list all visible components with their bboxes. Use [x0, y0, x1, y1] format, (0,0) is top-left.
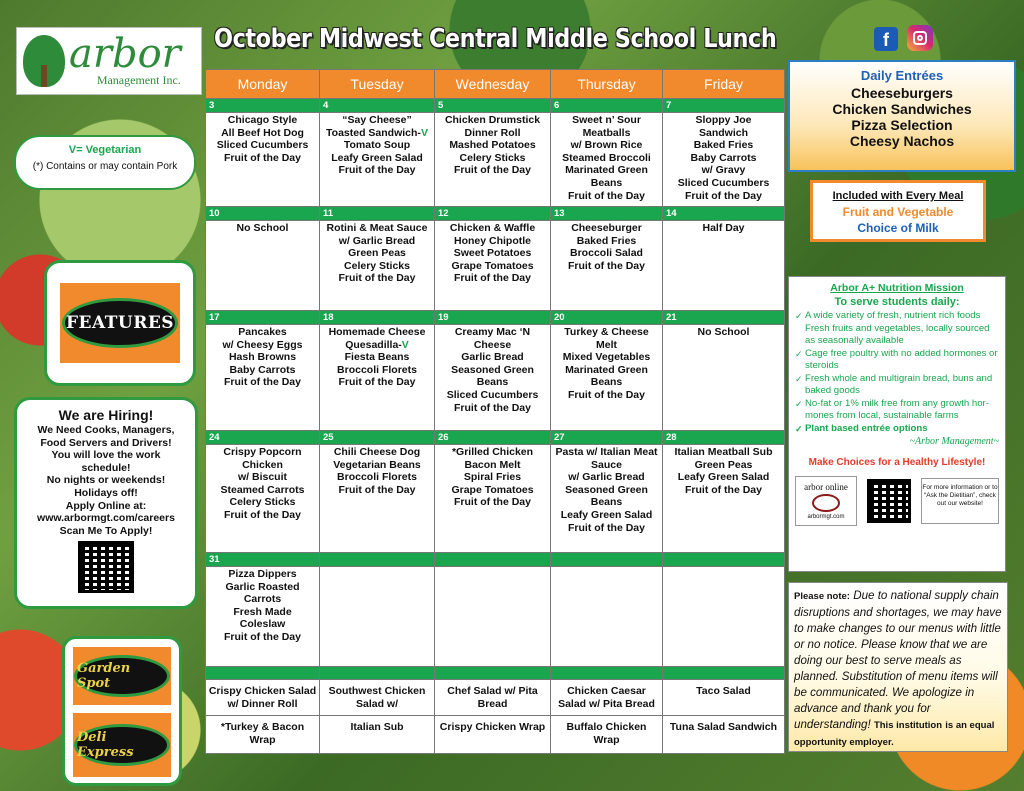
date-number: 21	[663, 311, 785, 325]
menu-item: Fruit of the Day	[223, 630, 301, 643]
menu-item: Fresh Made	[233, 605, 292, 618]
mission-item: ✓ Fresh whole and multigrain bread, buns and baked goods	[795, 373, 999, 398]
date-number: 5	[435, 99, 551, 113]
hiring-line: Holidays off!	[74, 486, 138, 499]
ask-dietitian-box: For more information or to “Ask the Dietitian”, check out our website!	[921, 478, 999, 524]
menu-cell	[551, 113, 663, 207]
menu-item: Sloppy Joe	[695, 114, 752, 126]
menu-item: Fruit of the Day	[684, 483, 762, 496]
pork-legend: (*) Contains or may contain Pork	[32, 161, 178, 172]
menu-item: Chicken & Waffle	[449, 222, 536, 234]
hiring-line: Food Servers and Drivers!	[40, 436, 172, 449]
menu-item: Sliced Cucumbers	[446, 388, 539, 401]
date-number: 20	[551, 311, 663, 325]
menu-item: Fruit of the Day	[684, 189, 762, 202]
menu-item: Chicken	[242, 458, 283, 471]
menu-cell	[551, 445, 663, 553]
menu-item: Beans	[476, 376, 509, 389]
menu-item: Sweet n’ Sour	[572, 114, 641, 126]
menu-row	[206, 445, 785, 553]
menu-item: Leafy Green Salad	[560, 508, 653, 521]
menu-item: Broccoli Florets	[337, 471, 417, 484]
date-number: 28	[663, 431, 785, 445]
date-number	[663, 553, 785, 567]
menu-item: Baked Fries	[576, 234, 637, 247]
menu-item: Mashed Potatoes	[449, 139, 536, 152]
menu-item: Coleslaw	[239, 618, 286, 631]
menu-item: Baked Fries	[693, 139, 754, 152]
menu-item: Homemade Cheese	[328, 326, 426, 338]
vegetarian-legend: V= Vegetarian	[68, 144, 142, 156]
menu-item: Hash Browns	[228, 351, 297, 364]
features-panel	[44, 260, 196, 386]
mission-list	[795, 310, 999, 435]
alternate-option: Chef Salad w/ Pita Bread	[435, 680, 551, 716]
menu-item: Chili Cheese Dog	[333, 446, 421, 458]
menu-item: Fruit of the Day	[567, 521, 645, 534]
date-row	[206, 99, 785, 113]
menu-item: Quesadilla-V	[345, 338, 409, 351]
legend-bubble	[14, 135, 196, 190]
hiring-line: Apply Online at:	[65, 499, 147, 512]
menu-item: Vegetarian Beans	[333, 458, 421, 471]
hiring-panel	[14, 397, 198, 609]
vegetarian-marker: V	[420, 126, 428, 139]
date-row	[206, 311, 785, 325]
menu-item: Broccoli Salad	[570, 247, 643, 260]
menu-cell	[663, 445, 785, 553]
menu-item: Chicago Style	[227, 114, 298, 126]
menu-item: Fiesta Beans	[344, 351, 410, 364]
menu-item: Baby Carrots	[690, 151, 757, 164]
garden-spot-badge: Garden Spot	[74, 655, 170, 697]
menu-cell	[551, 567, 663, 667]
note-body: Due to national supply chain disruptions and shortages, we may have to make changes to our menus with little or no notice. Please know that we are doing our best to serve meals as planned. Substitution of menu items will be communicated. We apologize in advance and thank you for understanding!	[794, 589, 1002, 731]
date-number	[435, 553, 551, 567]
menu-item: Grape Tomatoes	[451, 483, 534, 496]
note-label: Please note:	[794, 591, 850, 602]
menu-item: Pancakes	[238, 326, 287, 338]
nutrition-mission-box	[788, 276, 1006, 572]
menu-item: Fruit of the Day	[567, 388, 645, 401]
menu-item: Tomato Soup	[343, 139, 411, 152]
menu-cell	[320, 221, 435, 311]
menu-item: Fruit of the Day	[453, 401, 531, 414]
alternate-option: Taco Salad	[663, 680, 785, 716]
menu-item: *Grilled Chicken	[451, 446, 534, 458]
menu-item: Fruit of the Day	[338, 272, 416, 285]
menu-cell	[320, 567, 435, 667]
alternate-option: Italian Sub	[320, 716, 435, 754]
mission-item: ✓ Cage free poultry with no added hormones or steroids	[795, 348, 999, 373]
menu-cell	[663, 567, 785, 667]
menu-cell	[206, 567, 320, 667]
hiring-line: No nights or weekends!	[46, 474, 166, 487]
date-number: 11	[320, 207, 435, 221]
logo-word: arbor	[69, 30, 181, 77]
facebook-icon[interactable]: f	[874, 27, 898, 51]
supply-chain-note	[788, 582, 1008, 752]
date-number: 12	[435, 207, 551, 221]
logo-subtitle: Management Inc.	[96, 72, 181, 87]
page-title: October Midwest Central Middle School Lunch	[214, 24, 777, 54]
menu-item: Bacon Melt	[464, 458, 521, 471]
menu-item: “Say Cheese”	[342, 114, 412, 126]
entree-item: Cheesy Nachos	[849, 133, 955, 149]
mission-item: ✓ Plant based entrée options	[795, 423, 999, 436]
mission-signature: ~Arbor Management~	[909, 436, 999, 447]
apply-qr-code[interactable]	[78, 541, 134, 593]
hiring-line: We Need Cooks, Managers,	[37, 424, 175, 436]
stations-panel	[62, 636, 182, 786]
menu-cell	[206, 113, 320, 207]
date-number: 6	[551, 99, 663, 113]
menu-cell	[663, 113, 785, 207]
menu-row	[206, 221, 785, 311]
alternate-option: *Turkey & Bacon Wrap	[206, 716, 320, 754]
vegetarian-marker: V	[401, 338, 409, 351]
menu-item: Baby Carrots	[229, 363, 296, 376]
day-header: Wednesday	[435, 70, 551, 99]
date-number: 3	[206, 99, 320, 113]
day-header: Tuesday	[320, 70, 435, 99]
date-number: 31	[206, 553, 320, 567]
menu-item: Broccoli Florets	[337, 363, 417, 376]
menu-item: Garlic Bread	[461, 351, 524, 364]
menu-item: Beans	[590, 376, 623, 389]
menu-item: Marinated Green	[565, 363, 648, 376]
menu-item: Half Day	[702, 222, 745, 234]
arbor-online-url: arbormgt.com	[807, 514, 845, 520]
menu-cell	[320, 445, 435, 553]
day-header: Thursday	[551, 70, 663, 99]
menu-item: Creamy Mac ‘N	[454, 326, 531, 338]
date-number: 7	[663, 99, 785, 113]
menu-item: Fruit of the Day	[223, 508, 301, 521]
date-number: 14	[663, 207, 785, 221]
menu-item: Fruit of the Day	[567, 189, 645, 202]
menu-cell	[551, 325, 663, 431]
menu-item: Turkey & Cheese	[564, 326, 649, 338]
entree-item: Pizza Selection	[851, 117, 953, 133]
menu-item: No School	[697, 326, 750, 338]
hiring-line: You will love the work	[51, 449, 161, 462]
date-number: 10	[206, 207, 320, 221]
included-heading: Included with Every Meal	[832, 190, 964, 202]
menu-cell	[320, 113, 435, 207]
menu-item: Mixed Vegetables	[562, 351, 651, 364]
date-number	[551, 553, 663, 567]
equal-opportunity-1: This institution	[873, 720, 943, 731]
menu-item: Carrots	[243, 593, 282, 606]
menu-item: Fruit of the Day	[338, 483, 416, 496]
menu-item: Leafy Green Salad	[677, 471, 770, 484]
menu-item: Celery Sticks	[229, 496, 296, 509]
menu-item: w/ Garlic Bread	[338, 234, 416, 247]
menu-item: Spiral Fries	[463, 471, 522, 484]
menu-cell	[206, 325, 320, 431]
deli-express-badge: Deli Express	[74, 724, 170, 766]
menu-cell	[206, 221, 320, 311]
mission-subtitle: To serve students daily:	[834, 296, 960, 308]
menu-item: Fruit of the Day	[453, 164, 531, 177]
alternate-option: Chicken Caesar Salad w/ Pita Bread	[551, 680, 663, 716]
menu-item: w/ Brown Rice	[570, 139, 643, 152]
alternate-option-row	[206, 680, 785, 716]
menu-item: Fruit of the Day	[223, 376, 301, 389]
menu-item: Chicken Drumstick	[444, 114, 541, 126]
menu-item: Celery Sticks	[344, 259, 410, 272]
date-row	[206, 553, 785, 567]
menu-row	[206, 113, 785, 207]
mission-item: ✓ No-fat or 1% milk free from any growth hor-mones from local, sustainable farms	[795, 398, 999, 423]
included-fruit-veg: Fruit and Vegetable	[842, 205, 954, 219]
menu-cell	[435, 567, 551, 667]
date-row	[206, 207, 785, 221]
menu-item: Celery Sticks	[459, 151, 526, 164]
date-number: 19	[435, 311, 551, 325]
menu-item: Sauce	[591, 458, 622, 471]
menu-item: Leafy Green Salad	[331, 151, 423, 164]
menu-item: Marinated Green	[565, 164, 648, 177]
menu-item: Fruit of the Day	[338, 376, 416, 389]
menu-item: Beans	[590, 176, 623, 189]
alternate-option-row	[206, 716, 785, 754]
separator-row	[206, 667, 785, 680]
weekday-header-row	[206, 70, 785, 99]
menu-item: Pizza Dippers	[228, 568, 297, 580]
features-badge: FEATURES	[62, 298, 178, 348]
menu-item: w/ Garlic Bread	[568, 471, 645, 484]
menu-item: Cheeseburger	[571, 222, 642, 234]
alternate-option: Crispy Chicken Wrap	[435, 716, 551, 754]
menu-item: Crispy Popcorn	[223, 446, 302, 458]
day-header: Monday	[206, 70, 320, 99]
menu-cell	[663, 221, 785, 311]
arbor-online-badge[interactable]	[795, 476, 857, 526]
menu-item: Beans	[590, 496, 623, 509]
tree-icon	[23, 35, 65, 87]
menu-item: Sliced Cucumbers	[216, 139, 309, 152]
menu-item: Rotini & Meat Sauce	[326, 222, 428, 234]
date-number: 17	[206, 311, 320, 325]
menu-item: Steamed Carrots	[220, 483, 305, 496]
menu-cell	[320, 325, 435, 431]
menu-cell	[435, 221, 551, 311]
included-milk: Choice of Milk	[857, 221, 939, 235]
menu-item: Cheese	[473, 338, 512, 351]
menu-item: Meatballs	[582, 126, 631, 139]
daily-entrees-box	[788, 60, 1016, 172]
alternate-option: Southwest Chicken Salad w/	[320, 680, 435, 716]
lunch-calendar	[205, 69, 785, 754]
hiring-heading: We are Hiring!	[58, 407, 154, 423]
date-number: 25	[320, 431, 435, 445]
alternate-option: Buffalo Chicken Wrap	[551, 716, 663, 754]
menu-cell	[206, 445, 320, 553]
menu-item: Pasta w/ Italian Meat	[555, 446, 658, 458]
menu-row	[206, 567, 785, 667]
included-box	[810, 180, 986, 242]
menu-item: Toasted Sandwich-V	[326, 126, 428, 139]
healthy-lifestyle-text: Make Choices for a Healthy Lifestyle!	[808, 457, 986, 468]
day-header: Friday	[663, 70, 785, 99]
date-number	[320, 553, 435, 567]
instagram-icon[interactable]	[907, 25, 933, 51]
mission-item: ✓ A wide variety of fresh, nutrient rich foods Fresh fruits and vegetables, locally sourced as seasonally available	[795, 310, 999, 348]
date-row	[206, 431, 785, 445]
menu-item: Italian Meatball Sub	[674, 446, 773, 458]
date-number: 27	[551, 431, 663, 445]
menu-item: Fruit of the Day	[223, 151, 301, 164]
equal-opportunity-2: is an equal opportunity employer.	[794, 720, 995, 748]
menu-item: Steamed Broccoli	[562, 151, 651, 164]
date-number: 13	[551, 207, 663, 221]
menu-item: Green Peas	[694, 458, 753, 471]
menu-cell	[435, 445, 551, 553]
menu-item: Fruit of the Day	[338, 164, 416, 177]
date-number: 24	[206, 431, 320, 445]
menu-item: Seasoned Green	[565, 483, 648, 496]
entree-item: Cheeseburgers	[851, 85, 953, 101]
arbor-online-label: arbor online	[804, 482, 848, 492]
date-number: 18	[320, 311, 435, 325]
entree-item: Chicken Sandwiches	[832, 101, 972, 117]
menu-item: Grape Tomatoes	[451, 259, 534, 272]
menu-item: w/ Cheesy Eggs	[222, 338, 303, 351]
menu-item: w/ Gravy	[701, 164, 746, 177]
menu-item: Dinner Roll	[464, 126, 521, 139]
hiring-line: schedule!	[81, 461, 131, 474]
menu-item: Sandwich	[698, 126, 748, 139]
menu-item: All Beef Hot Dog	[221, 126, 304, 139]
menu-cell	[435, 113, 551, 207]
date-number: 4	[320, 99, 435, 113]
website-qr-code[interactable]	[867, 479, 911, 523]
menu-cell	[435, 325, 551, 431]
menu-item: Green Peas	[348, 247, 406, 260]
careers-link[interactable]: www.arbormgt.com/careers	[37, 512, 175, 525]
menu-cell	[551, 221, 663, 311]
menu-item: Sweet Potatoes	[453, 247, 532, 260]
menu-item: Fruit of the Day	[453, 272, 531, 285]
hiring-line: Scan Me To Apply!	[59, 524, 153, 537]
alternate-option: Crispy Chicken Salad w/ Dinner Roll	[206, 680, 320, 716]
menu-item: Melt	[596, 338, 617, 351]
menu-item: Sliced Cucumbers	[677, 176, 770, 189]
arbor-online-icon	[812, 494, 840, 512]
menu-item: w/ Biscuit	[237, 471, 287, 484]
menu-item: Seasoned Green	[451, 363, 534, 376]
menu-item: No School	[236, 222, 289, 234]
menu-item: Fruit of the Day	[453, 496, 531, 509]
menu-item: Honey Chipotle	[453, 234, 531, 247]
menu-item: Fruit of the Day	[567, 259, 645, 272]
arbor-logo	[16, 27, 202, 95]
menu-item: Garlic Roasted	[225, 580, 300, 593]
menu-row	[206, 325, 785, 431]
entrees-heading: Daily Entrées	[860, 68, 944, 83]
menu-cell	[663, 325, 785, 431]
mission-title: Arbor A+ Nutrition Mission	[830, 282, 964, 294]
alternate-option: Tuna Salad Sandwich	[663, 716, 785, 754]
date-number: 26	[435, 431, 551, 445]
